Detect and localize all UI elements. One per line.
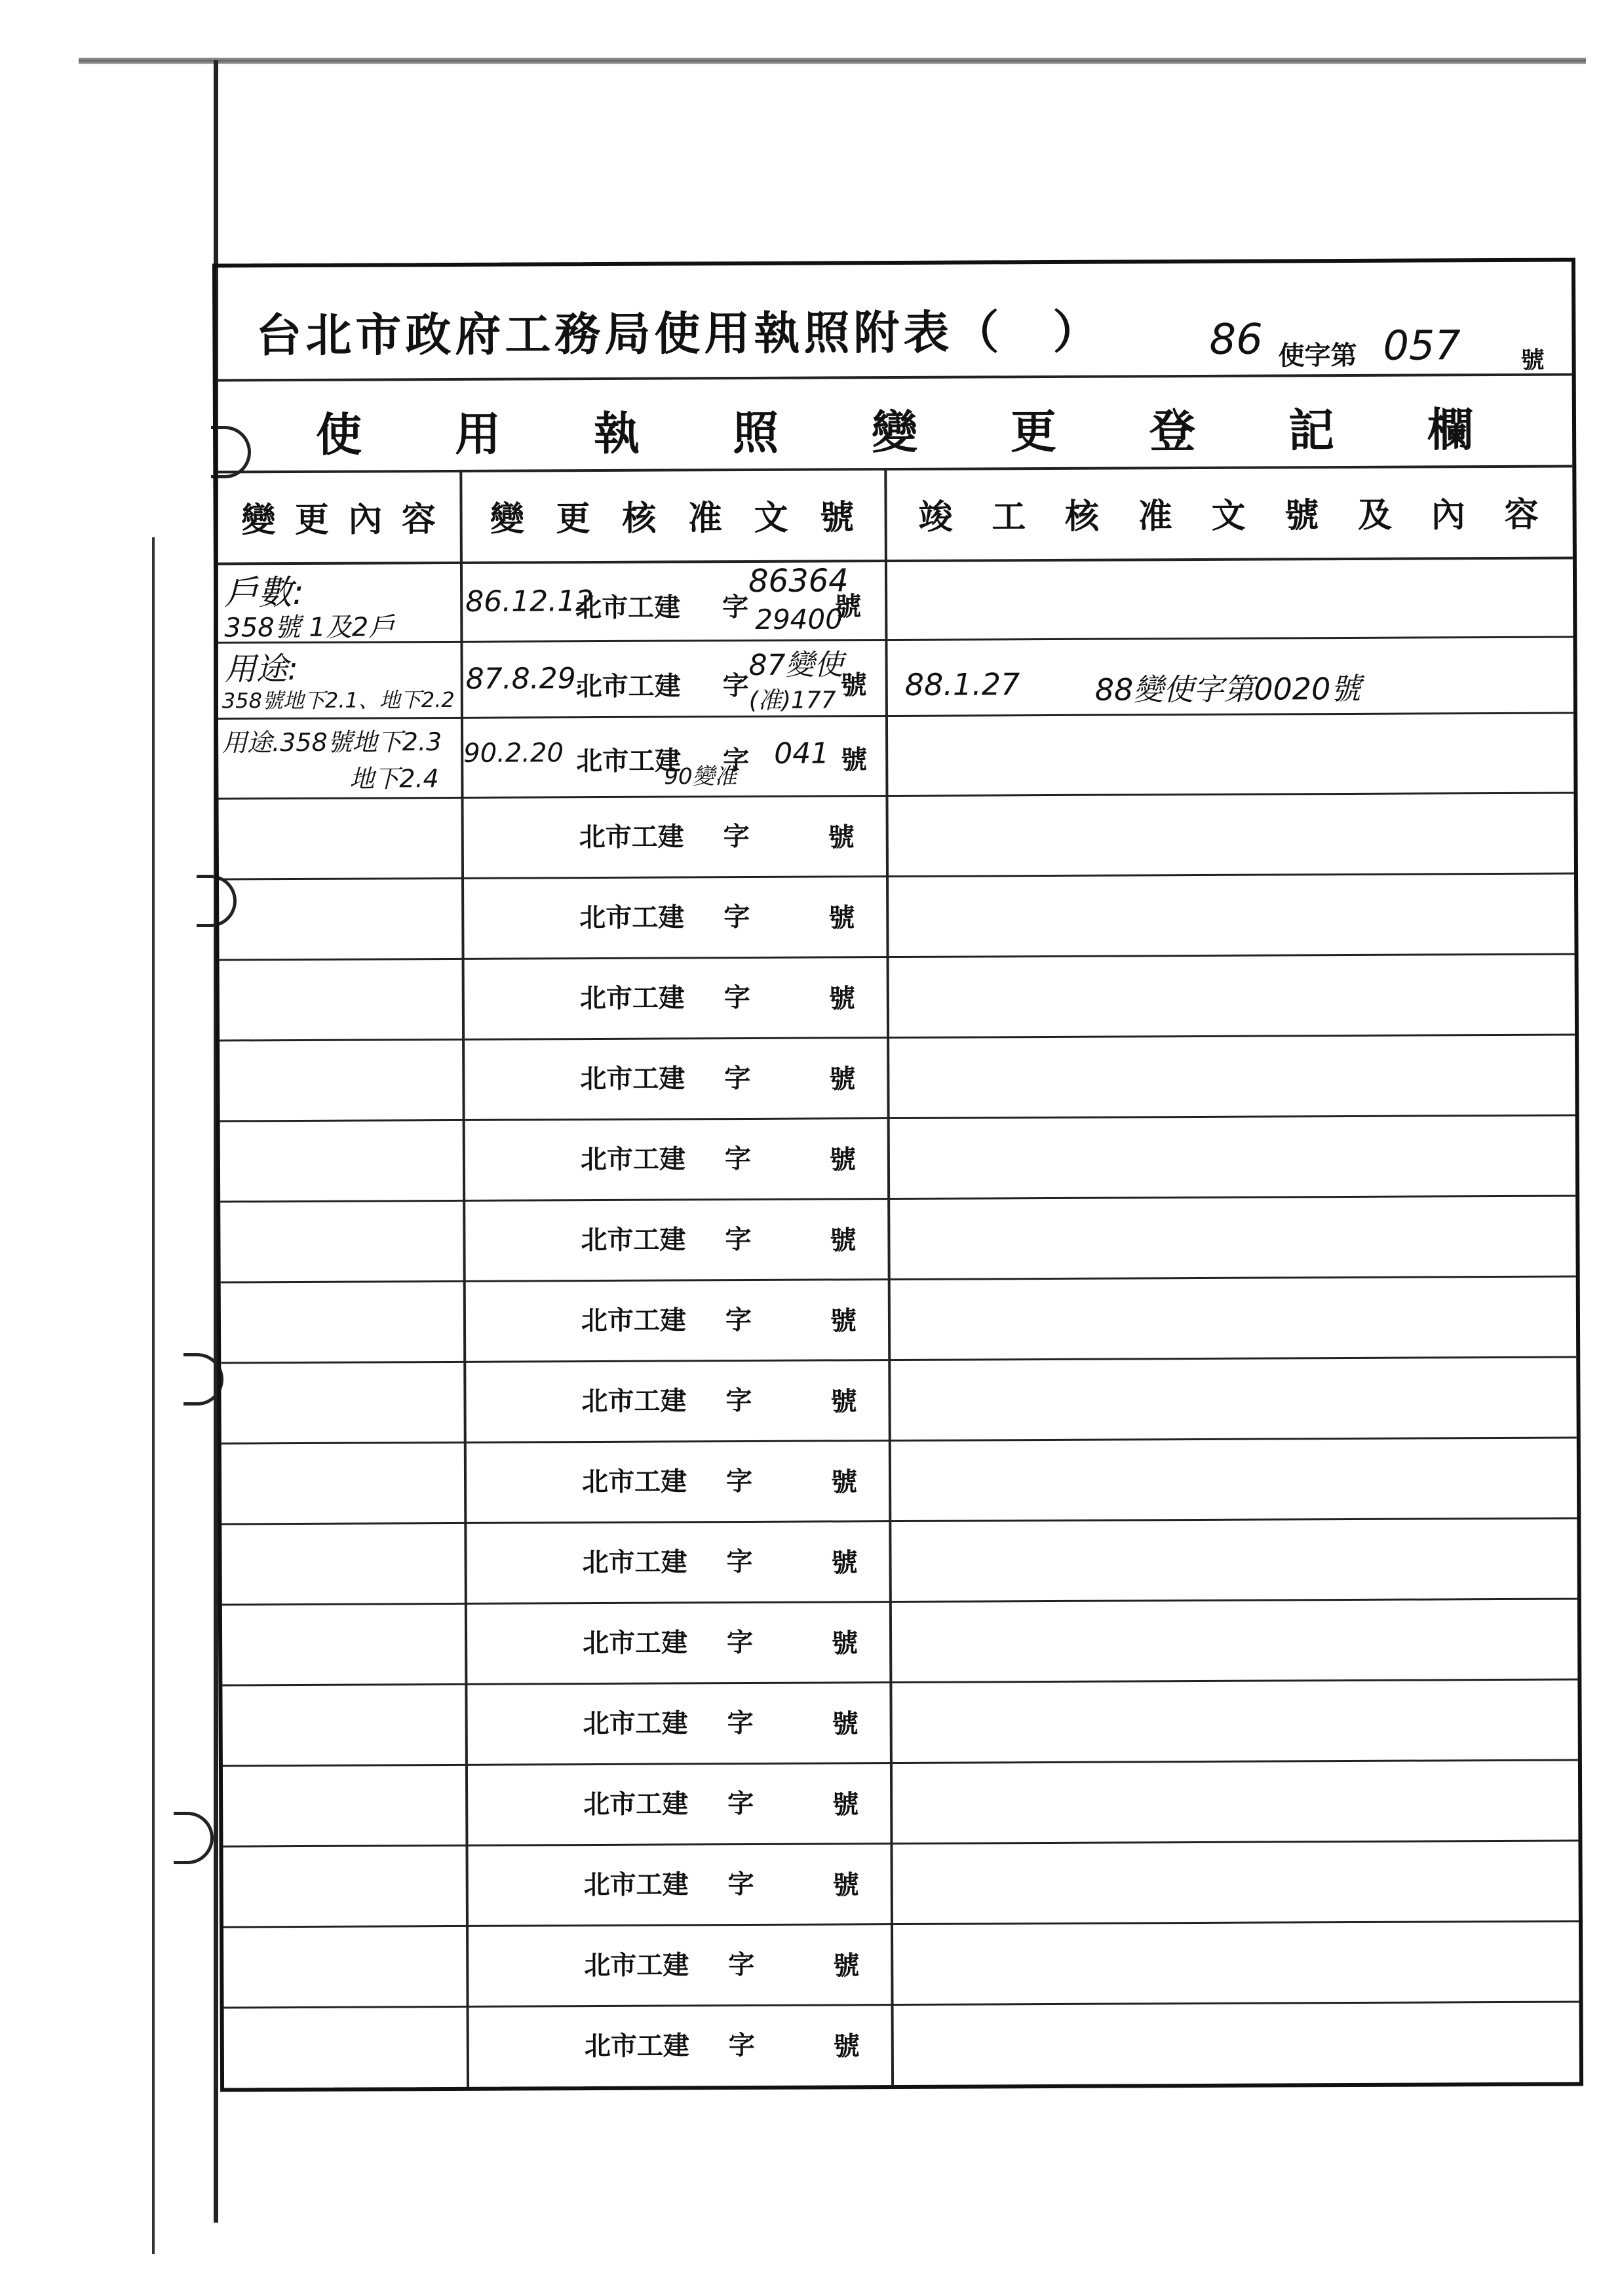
table-row bbox=[222, 1438, 1577, 1525]
punch-hole bbox=[174, 1812, 214, 1864]
hao-label: 號 bbox=[829, 1063, 856, 1095]
handwritten-text: 358號 1及2戶 bbox=[224, 612, 395, 643]
binding-edge-shadow bbox=[152, 537, 155, 2254]
hao-label: 號 bbox=[832, 1789, 859, 1820]
handwritten-number: (准)177 bbox=[748, 687, 836, 714]
hao-label: 號 bbox=[828, 983, 855, 1014]
office-label: 北市工建 bbox=[581, 1466, 687, 1498]
section-title-char: 用 bbox=[454, 406, 501, 461]
completion-cell bbox=[885, 638, 1573, 715]
zi-label: 字 bbox=[724, 1143, 751, 1175]
change-content-cell bbox=[218, 643, 460, 718]
zi-label: 字 bbox=[723, 744, 750, 776]
table-row bbox=[222, 1680, 1578, 1767]
header-char: 變 bbox=[490, 498, 525, 539]
change-content-cell bbox=[218, 562, 461, 642]
zi-label: 字 bbox=[722, 670, 749, 702]
office-label: 北市工建 bbox=[583, 1708, 688, 1740]
header-char: 更 bbox=[294, 499, 330, 540]
permit-word: 使字第 bbox=[1278, 339, 1357, 372]
zi-label: 字 bbox=[727, 1626, 754, 1658]
office-label: 北市工建 bbox=[580, 1143, 685, 1176]
table-row bbox=[221, 1358, 1577, 1444]
office-label: 北市工建 bbox=[583, 1869, 689, 1901]
permit-suffix: 號 bbox=[1520, 346, 1545, 374]
zi-label: 字 bbox=[723, 901, 750, 933]
hao-label: 號 bbox=[832, 1869, 859, 1901]
header-char: 竣 bbox=[918, 497, 953, 537]
handwritten-text: 用途.358號地下2.3 bbox=[222, 727, 442, 757]
table-row bbox=[219, 874, 1575, 961]
section-title-char: 更 bbox=[1010, 404, 1057, 459]
zi-label: 字 bbox=[727, 1868, 754, 1900]
table-row bbox=[220, 1035, 1575, 1122]
handwritten-text: 地下2.4 bbox=[349, 764, 439, 794]
header-char: 工 bbox=[992, 496, 1026, 537]
permit-number: 057 bbox=[1383, 321, 1461, 370]
handwritten-text: 88變使字第0020號 bbox=[1094, 670, 1361, 708]
header-completion bbox=[884, 465, 1573, 560]
table-row bbox=[222, 1599, 1578, 1686]
section-title bbox=[217, 392, 1572, 465]
table-row bbox=[223, 1841, 1579, 1928]
zi-label: 字 bbox=[727, 1788, 754, 1820]
office-label: 北市工建 bbox=[579, 821, 684, 853]
handwritten-date: 88.1.27 bbox=[904, 666, 1020, 702]
completion-cell bbox=[885, 556, 1573, 639]
office-label: 北市工建 bbox=[579, 902, 685, 934]
hao-label: 號 bbox=[830, 1305, 857, 1337]
office-label: 北市工建 bbox=[581, 1224, 686, 1256]
table-row bbox=[222, 1519, 1577, 1605]
handwritten-number: 29400 bbox=[755, 603, 843, 636]
hao-label: 號 bbox=[841, 744, 868, 776]
office-label: 北市工建 bbox=[581, 1305, 687, 1337]
handwritten-text: 用途: bbox=[224, 650, 298, 688]
column-header-row bbox=[217, 465, 1573, 565]
header-char: 號 bbox=[820, 497, 855, 538]
approval-number-cell bbox=[461, 717, 886, 797]
header-char: 內 bbox=[348, 499, 383, 540]
title-row bbox=[216, 262, 1572, 382]
header-approval-number bbox=[459, 468, 885, 562]
zi-label: 字 bbox=[726, 1546, 753, 1578]
zi-label: 字 bbox=[725, 1385, 752, 1417]
hao-label: 號 bbox=[829, 1144, 857, 1176]
header-char: 容 bbox=[1504, 494, 1539, 535]
table-row bbox=[218, 794, 1574, 880]
handwritten-number: 90變准 bbox=[664, 763, 737, 790]
zi-label: 字 bbox=[724, 1062, 751, 1094]
handwritten-date: 86.12.12 bbox=[465, 584, 594, 619]
office-label: 北市工建 bbox=[584, 2030, 689, 2062]
office-label: 北市工建 bbox=[576, 745, 682, 777]
section-title-char: 使 bbox=[315, 407, 362, 462]
office-label: 北市工建 bbox=[584, 1949, 689, 1981]
zi-label: 字 bbox=[725, 1223, 752, 1255]
handwritten-number: 86364 bbox=[748, 562, 849, 600]
header-char: 內 bbox=[1431, 494, 1465, 535]
table-row bbox=[224, 2002, 1580, 2089]
header-char: 容 bbox=[401, 499, 436, 539]
zi-label: 字 bbox=[722, 591, 749, 623]
handwritten-number: 041 bbox=[774, 737, 830, 771]
office-label: 北市工建 bbox=[575, 670, 681, 702]
section-title-char: 變 bbox=[871, 404, 918, 460]
table-row bbox=[220, 1196, 1576, 1283]
zi-label: 字 bbox=[728, 2029, 755, 2061]
scan-edge bbox=[79, 58, 1586, 64]
handwritten-date: 87.8.29. bbox=[465, 662, 585, 696]
form-title: 台北市政府工務局使用執照附表（ ） bbox=[256, 304, 1103, 363]
header-char: 號 bbox=[1284, 495, 1319, 535]
handwritten-number: 87變使 bbox=[748, 648, 843, 682]
section-title-char: 登 bbox=[1149, 404, 1196, 459]
table-row bbox=[218, 638, 1573, 719]
hao-label: 號 bbox=[828, 822, 855, 853]
table-row bbox=[218, 714, 1574, 799]
change-content-cell bbox=[218, 719, 461, 798]
table-row bbox=[220, 955, 1575, 1041]
header-char: 文 bbox=[754, 497, 788, 538]
header-char: 文 bbox=[1211, 495, 1246, 536]
hao-label: 號 bbox=[833, 2031, 860, 2062]
office-label: 北市工建 bbox=[581, 1385, 687, 1417]
section-title-row bbox=[217, 373, 1573, 473]
hao-label: 號 bbox=[840, 670, 867, 701]
registration-rows bbox=[218, 556, 1579, 2088]
hao-label: 號 bbox=[833, 1950, 860, 1981]
hao-label: 號 bbox=[831, 1547, 858, 1578]
header-char: 核 bbox=[622, 498, 657, 539]
office-label: 北市工建 bbox=[575, 592, 681, 624]
header-char: 准 bbox=[1138, 495, 1172, 536]
section-title-char: 執 bbox=[593, 406, 640, 461]
hao-label: 號 bbox=[832, 1708, 858, 1740]
zi-label: 字 bbox=[725, 1304, 752, 1336]
permit-year: 86 bbox=[1209, 315, 1263, 364]
permit-attachment-form bbox=[212, 258, 1583, 2092]
table-row bbox=[220, 1116, 1576, 1202]
office-label: 北市工建 bbox=[583, 1627, 688, 1659]
zi-label: 字 bbox=[728, 1949, 755, 1981]
hao-label: 號 bbox=[830, 1225, 857, 1256]
zi-label: 字 bbox=[727, 1707, 754, 1739]
office-label: 北市工建 bbox=[579, 982, 685, 1014]
office-label: 北市工建 bbox=[583, 1788, 689, 1820]
zi-label: 字 bbox=[725, 1465, 753, 1497]
hao-label: 號 bbox=[830, 1466, 858, 1498]
hao-label: 號 bbox=[828, 902, 855, 934]
section-title-char: 照 bbox=[732, 405, 779, 461]
section-title-char: 記 bbox=[1288, 403, 1335, 458]
section-title-char: 欄 bbox=[1427, 402, 1474, 457]
table-row bbox=[223, 1922, 1579, 2008]
approval-number-cell bbox=[460, 641, 885, 717]
zi-label: 字 bbox=[723, 820, 750, 852]
header-char: 准 bbox=[687, 497, 723, 538]
zi-label: 字 bbox=[723, 982, 750, 1014]
office-label: 北市工建 bbox=[580, 1063, 685, 1095]
table-row bbox=[223, 1761, 1579, 1847]
header-change-content bbox=[217, 470, 460, 563]
handwritten-text: 358號地下2.1、地下2.2 bbox=[222, 687, 455, 714]
header-char: 核 bbox=[1064, 496, 1100, 537]
approval-number-cell bbox=[460, 560, 885, 641]
hao-label: 號 bbox=[835, 591, 862, 622]
header-char: 更 bbox=[556, 498, 590, 539]
handwritten-date: 90.2.20 bbox=[463, 738, 564, 769]
table-row bbox=[218, 556, 1573, 643]
hao-label: 號 bbox=[832, 1628, 858, 1659]
header-char: 變 bbox=[241, 499, 276, 540]
office-label: 北市工建 bbox=[582, 1546, 687, 1578]
handwritten-text: 戶數: bbox=[223, 573, 304, 613]
table-row bbox=[221, 1277, 1577, 1364]
hao-label: 號 bbox=[830, 1386, 857, 1417]
completion-cell bbox=[885, 714, 1574, 795]
header-char: 及 bbox=[1357, 495, 1393, 535]
